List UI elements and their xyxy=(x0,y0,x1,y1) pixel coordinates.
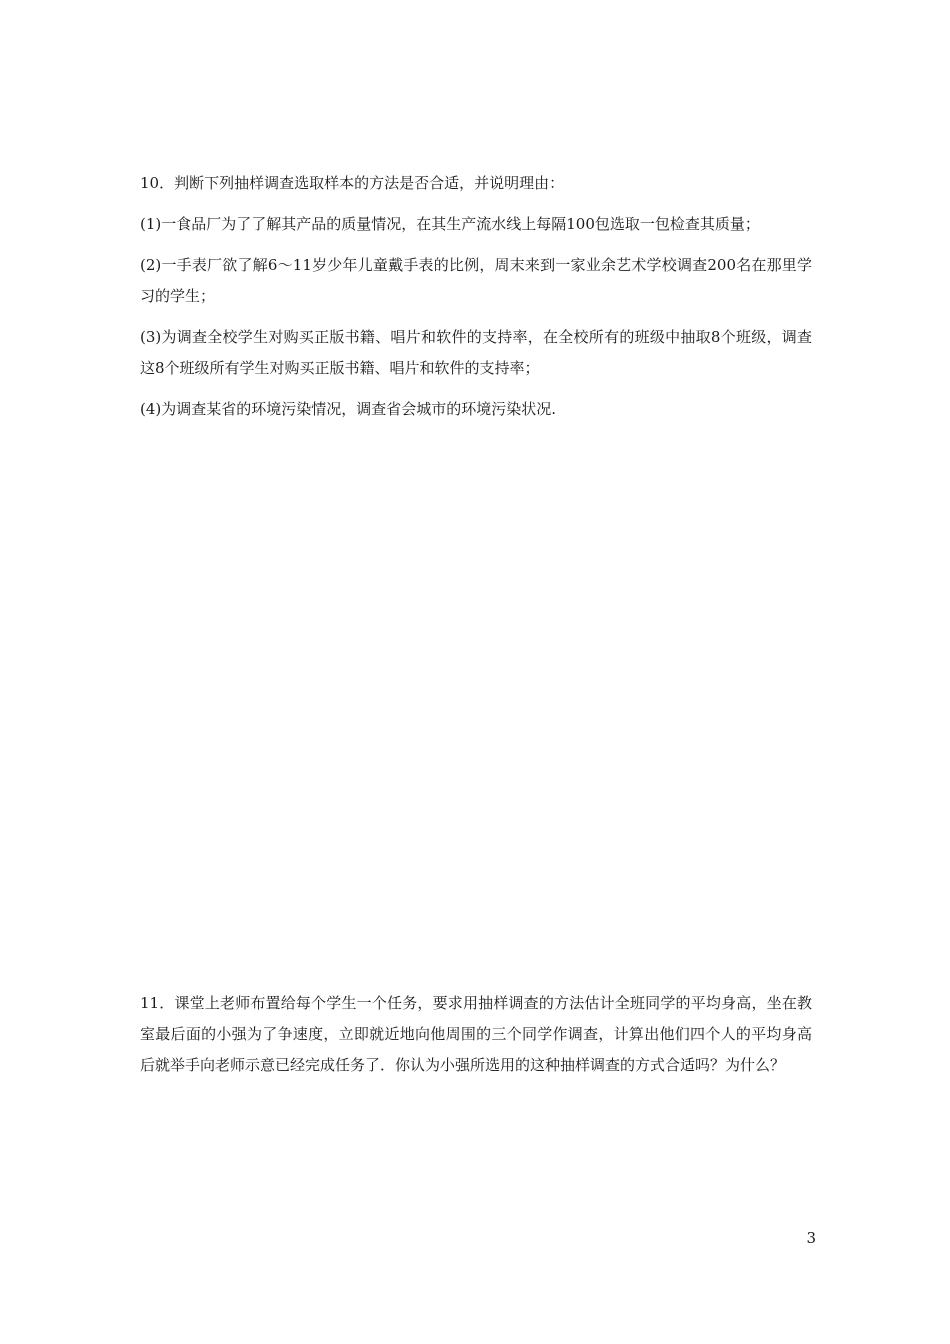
question-11 xyxy=(140,988,812,1091)
question-10-item-4: (4)为调查某省的环境污染情况，调查省会城市的环境污染状况. xyxy=(140,400,557,418)
question-10-item-1: (1)一食品厂为了了解其产品的质量情况，在其生产流水线上每隔100包选取一包检查其质量； xyxy=(140,215,760,233)
question-10-title: 10．判断下列抽样调查选取样本的方法是否合适，并说明理由： xyxy=(140,174,565,192)
question-10-item-2: (2)一手表厂欲了解6～11岁少年儿童戴手表的比例，周末来到一家业余艺术学校调查200名在那里学习的学生； xyxy=(140,256,812,305)
page-number: 3 xyxy=(806,1229,816,1247)
question-10-item-3: (3)为调查全校学生对购买正版书籍、唱片和软件的支持率，在全校所有的班级中抽取8个班级，调查这8个班级所有学生对购买正版书籍、唱片和软件的支持率； xyxy=(140,328,812,377)
question-10 xyxy=(140,168,812,435)
question-11-text: 11．课堂上老师布置给每个学生一个任务，要求用抽样调查的方法估计全班同学的平均身高，坐在教室最后面的小强为了争速度，立即就近地向他周围的三个同学作调查，计算出他们四个人的平均身高后就举手向老师示意已经完成任务了．你认为小强所选用的这种抽样调查的方式合适吗？为什么？ xyxy=(140,994,812,1074)
